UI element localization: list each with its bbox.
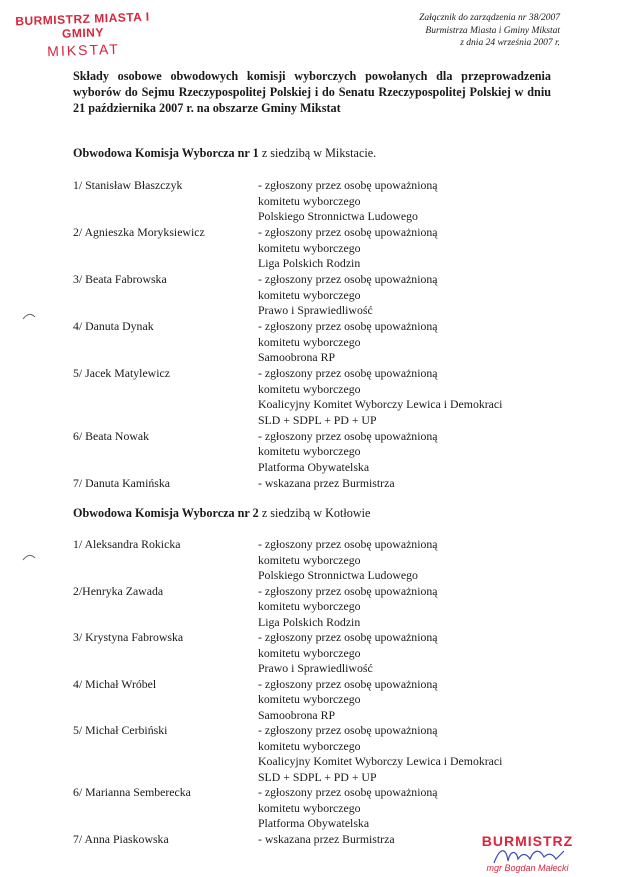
description-line: komitetu wyborczego — [258, 240, 361, 255]
description-line: - zgłoszony przez osobę upoważnioną — [258, 225, 438, 239]
member-row — [73, 785, 573, 832]
description-line: - zgłoszony przez osobę upoważnioną — [258, 723, 438, 737]
member-description — [258, 677, 573, 724]
description-line: komitetu wyborczego — [258, 645, 361, 660]
punch-hole-mark — [22, 312, 36, 320]
member-name: 6/ Beata Nowak — [73, 428, 150, 443]
signature-name: mgr Bogdan Małecki — [486, 863, 569, 873]
member-name: 2/ Agnieszka Moryksiewicz — [73, 225, 205, 239]
description-line: Polskiego Stronnictwa Ludowego — [258, 568, 418, 582]
member-list-2 — [73, 537, 573, 847]
member-name: 1/ Stanisław Błaszczyk — [73, 178, 183, 192]
member-description — [258, 225, 573, 272]
description-line: - zgłoszony przez osobę upoważnioną — [258, 785, 438, 799]
section-title-bold: Obwodowa Komisja Wyborcza nr 1 — [73, 146, 259, 160]
member-name: 1/ Aleksandra Rokicka — [73, 537, 181, 551]
description-line: - zgłoszony przez osobę upoważnioną — [258, 272, 438, 286]
stamp-line-1: BURMISTRZ MIASTA I GMINY — [15, 9, 150, 41]
description-line: Polskiego Stronnictwa Ludowego — [258, 209, 418, 223]
member-name: 3/ Beata Fabrowska — [73, 272, 167, 286]
section-title-rest: z siedzibą w Kotłowie — [258, 506, 371, 520]
description-line: - zgłoszony przez osobę upoważnioną — [258, 583, 438, 598]
member-description — [258, 319, 573, 366]
member-description — [258, 785, 573, 832]
description-line: Prawo i Sprawiedliwość — [258, 303, 373, 317]
description-line: komitetu wyborczego — [258, 444, 361, 458]
member-row — [73, 677, 573, 724]
member-name: 5/ Jacek Matylewicz — [73, 366, 170, 380]
description-line: - zgłoszony przez osobę upoważnioną — [258, 178, 438, 192]
member-row — [73, 723, 573, 785]
description-line: Koalicyjny Komitet Wyborczy Lewica i Demokraci — [258, 397, 503, 411]
member-list-1 — [73, 178, 573, 492]
description-line: komitetu wyborczego — [258, 599, 361, 613]
description-line: Platforma Obywatelska — [258, 816, 370, 830]
section-title-rest: z siedzibą w Mikstacie. — [258, 146, 377, 160]
member-row — [73, 272, 573, 319]
description-line: - zgłoszony przez osobę upoważnioną — [258, 319, 438, 333]
member-name: 4/ Danuta Dynak — [73, 319, 154, 333]
description-line: Koalicyjny Komitet Wyborczy Lewica i Demokraci — [258, 754, 503, 768]
section-title-2 — [73, 506, 370, 521]
description-line: - zgłoszony przez osobę upoważnioną — [258, 366, 438, 380]
member-row — [73, 366, 573, 428]
description-line: Liga Polskich Rodzin — [258, 256, 361, 270]
member-description — [258, 272, 573, 319]
member-description — [258, 723, 573, 785]
member-row — [73, 225, 573, 272]
member-name: 4/ Michał Wróbel — [73, 676, 157, 691]
annex-note — [360, 12, 560, 50]
member-row — [73, 319, 573, 366]
description-line: komitetu wyborczego — [258, 287, 361, 302]
description-line: komitetu wyborczego — [258, 800, 361, 815]
description-line: - wskazana przez Burmistrza — [258, 831, 395, 846]
description-line: Liga Polskich Rodzin — [258, 614, 361, 629]
member-row — [73, 537, 573, 584]
description-line: - zgłoszony przez osobę upoważnioną — [258, 676, 438, 691]
description-line: komitetu wyborczego — [258, 692, 361, 706]
handwritten-signature — [490, 843, 570, 869]
member-name: 3/ Krystyna Fabrowska — [73, 630, 184, 644]
member-description — [258, 537, 573, 584]
member-description — [258, 584, 573, 631]
annex-line: Burmistrza Miasta i Gminy Mikstat — [425, 25, 560, 36]
member-description — [258, 630, 573, 677]
description-line: komitetu wyborczego — [258, 334, 361, 349]
member-row — [73, 178, 573, 225]
member-row — [73, 584, 573, 631]
section-title-bold: Obwodowa Komisja Wyborcza nr 2 — [73, 506, 259, 520]
member-description — [258, 429, 573, 476]
description-line: komitetu wyborczego — [258, 738, 361, 753]
description-line: - zgłoszony przez osobę upoważnioną — [258, 428, 438, 443]
member-name: 7/ Danuta Kamińska — [73, 475, 170, 490]
description-line: komitetu wyborczego — [258, 193, 361, 208]
description-line: SLD + SDPL + PD + UP — [258, 769, 377, 784]
description-line: komitetu wyborczego — [258, 552, 361, 567]
section-title-1 — [73, 146, 376, 161]
stamp-line-2: MIKSTAT — [46, 40, 121, 60]
member-name: 5/ Michał Cerbiński — [73, 723, 168, 737]
annex-line: Załącznik do zarządzenia nr 38/2007 — [419, 13, 560, 23]
annex-line: z dnia 24 września 2007 r. — [460, 38, 560, 48]
punch-hole-mark — [22, 553, 36, 561]
signature-title: BURMISTRZ — [481, 833, 574, 849]
member-name: 2/Henryka Zawada — [73, 583, 164, 598]
description-line: Prawo i Sprawiedliwość — [258, 661, 373, 675]
description-line: Samoobrona RP — [258, 707, 336, 722]
member-description — [258, 178, 573, 225]
mayor-stamp — [7, 9, 159, 60]
description-line: Samoobrona RP — [258, 350, 336, 364]
description-line: Platforma Obywatelska — [258, 459, 370, 474]
member-description — [258, 476, 573, 492]
description-line: SLD + SDPL + PD + UP — [258, 412, 377, 427]
description-line: - wskazana przez Burmistrza — [258, 475, 395, 490]
description-line: komitetu wyborczego — [258, 381, 361, 396]
description-line: - zgłoszony przez osobę upoważnioną — [258, 537, 438, 551]
document-heading: Składy osobowe obwodowych komisji wyborczych powołanych dla przeprowadzenia wyborów do Sejmu Rzeczypospolitej Polskiej i do Senatu Rzeczypospolitej Polskiej w dniu 21 października 2007 r. na obszarze Gminy Mikstat — [73, 69, 551, 115]
member-name: 7/ Anna Piaskowska — [73, 831, 169, 846]
member-row — [73, 476, 573, 492]
member-description — [258, 366, 573, 428]
member-row — [73, 630, 573, 677]
signature-stamp — [470, 833, 585, 873]
member-row — [73, 429, 573, 476]
member-name: 6/ Marianna Semberecka — [73, 785, 191, 799]
description-line: - zgłoszony przez osobę upoważnioną — [258, 630, 438, 644]
